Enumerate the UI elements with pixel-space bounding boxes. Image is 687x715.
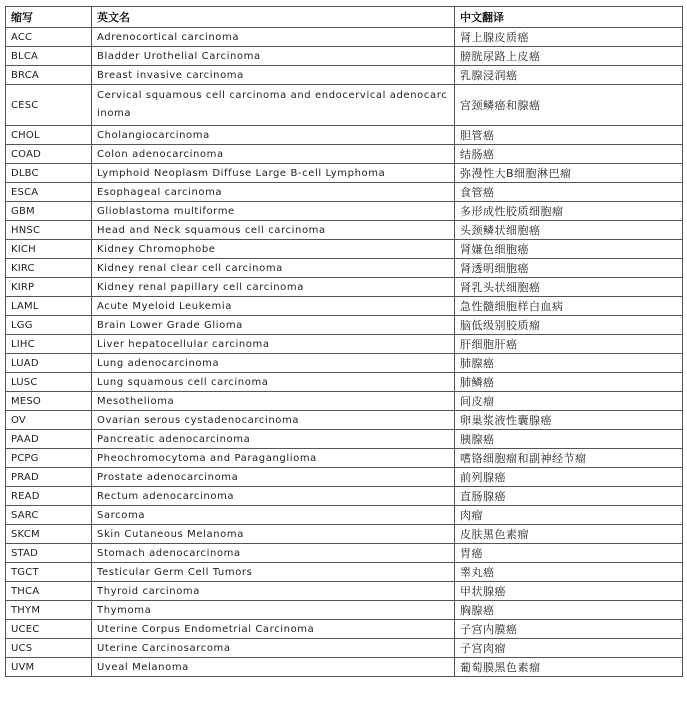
- cancer-abbreviation-cell: PCPG: [6, 449, 92, 468]
- table-row: [6, 278, 683, 297]
- chinese-translation-cell: 脑低级别胶质瘤: [455, 316, 683, 335]
- table-row: [6, 411, 683, 430]
- chinese-translation-cell: 肾透明细胞癌: [455, 259, 683, 278]
- chinese-translation-cell: 多形成性胶质细胞瘤: [455, 202, 683, 221]
- cancer-abbreviation-cell: COAD: [6, 145, 92, 164]
- table-row: [6, 183, 683, 202]
- chinese-translation-cell: 子宫肉瘤: [455, 639, 683, 658]
- english-name-cell: Rectum adenocarcinoma: [92, 487, 455, 506]
- english-name-cell: Kidney renal papillary cell carcinoma: [92, 278, 455, 297]
- english-name-cell: Thymoma: [92, 601, 455, 620]
- cancer-abbreviation-cell: ACC: [6, 28, 92, 47]
- english-name-cell: Pheochromocytoma and Paraganglioma: [92, 449, 455, 468]
- cancer-abbreviation-cell: KICH: [6, 240, 92, 259]
- cancer-abbreviation-cell: BLCA: [6, 47, 92, 66]
- table-row: [6, 487, 683, 506]
- cancer-abbreviation-cell: CHOL: [6, 126, 92, 145]
- cancer-abbreviation-table: [5, 6, 683, 677]
- english-name-cell: Brain Lower Grade Glioma: [92, 316, 455, 335]
- cancer-abbreviation-cell: LGG: [6, 316, 92, 335]
- chinese-translation-cell: 乳腺浸润癌: [455, 66, 683, 85]
- table-row: [6, 449, 683, 468]
- cancer-abbreviation-cell: HNSC: [6, 221, 92, 240]
- english-name-cell: Pancreatic adenocarcinoma: [92, 430, 455, 449]
- chinese-translation-cell: 肺鳞癌: [455, 373, 683, 392]
- cancer-abbreviation-cell: CESC: [6, 85, 92, 126]
- english-name-cell: Sarcoma: [92, 506, 455, 525]
- table-row: [6, 259, 683, 278]
- cancer-abbreviation-cell: GBM: [6, 202, 92, 221]
- cancer-abbreviation-cell: THYM: [6, 601, 92, 620]
- chinese-translation-cell: 宫颈鳞癌和腺癌: [455, 85, 683, 126]
- table-row: [6, 601, 683, 620]
- cancer-abbreviation-cell: KIRC: [6, 259, 92, 278]
- chinese-translation-cell: 胃癌: [455, 544, 683, 563]
- english-name-cell: Esophageal carcinoma: [92, 183, 455, 202]
- table-row: [6, 202, 683, 221]
- chinese-translation-cell: 子宫内膜癌: [455, 620, 683, 639]
- english-name-cell: Lung squamous cell carcinoma: [92, 373, 455, 392]
- english-name-cell: Kidney Chromophobe: [92, 240, 455, 259]
- chinese-translation-cell: 胆管癌: [455, 126, 683, 145]
- chinese-translation-cell: 膀胱尿路上皮癌: [455, 47, 683, 66]
- header-abbreviation: 缩写: [6, 7, 92, 28]
- cancer-abbreviation-cell: LUSC: [6, 373, 92, 392]
- header-chinese-translation: 中文翻译: [455, 7, 683, 28]
- english-name-cell: Skin Cutaneous Melanoma: [92, 525, 455, 544]
- chinese-translation-cell: 卵巢浆液性囊腺癌: [455, 411, 683, 430]
- table-row: [6, 544, 683, 563]
- cancer-abbreviation-cell: KIRP: [6, 278, 92, 297]
- english-name-cell: Uterine Carcinosarcoma: [92, 639, 455, 658]
- english-name-cell: Colon adenocarcinoma: [92, 145, 455, 164]
- chinese-translation-cell: 肺腺癌: [455, 354, 683, 373]
- table-row: [6, 620, 683, 639]
- english-name-cell: Glioblastoma multiforme: [92, 202, 455, 221]
- table-body: [6, 28, 683, 677]
- english-name-cell: Liver hepatocellular carcinoma: [92, 335, 455, 354]
- english-name-cell: Adrenocortical carcinoma: [92, 28, 455, 47]
- cancer-abbreviation-cell: STAD: [6, 544, 92, 563]
- chinese-translation-cell: 胰腺癌: [455, 430, 683, 449]
- table-row: [6, 240, 683, 259]
- cancer-abbreviation-cell: UCEC: [6, 620, 92, 639]
- cancer-abbreviation-cell: ESCA: [6, 183, 92, 202]
- chinese-translation-cell: 睾丸癌: [455, 563, 683, 582]
- table-row: [6, 430, 683, 449]
- chinese-translation-cell: 肝细胞肝癌: [455, 335, 683, 354]
- cancer-abbreviation-cell: SKCM: [6, 525, 92, 544]
- chinese-translation-cell: 肾乳头状细胞癌: [455, 278, 683, 297]
- table-row: [6, 316, 683, 335]
- cancer-abbreviation-cell: THCA: [6, 582, 92, 601]
- cancer-abbreviation-cell: PRAD: [6, 468, 92, 487]
- table-row: [6, 335, 683, 354]
- table-row: [6, 354, 683, 373]
- chinese-translation-cell: 胸腺癌: [455, 601, 683, 620]
- table-row: [6, 47, 683, 66]
- table-row: [6, 126, 683, 145]
- chinese-translation-cell: 肾嫌色细胞癌: [455, 240, 683, 259]
- table-row: [6, 639, 683, 658]
- english-name-cell: Lymphoid Neoplasm Diffuse Large B-cell Lymphoma: [92, 164, 455, 183]
- header-row: [6, 7, 683, 28]
- cancer-abbreviation-cell: UVM: [6, 658, 92, 677]
- english-name-cell: Uveal Melanoma: [92, 658, 455, 677]
- cancer-abbreviation-cell: LIHC: [6, 335, 92, 354]
- english-name-cell: Acute Myeloid Leukemia: [92, 297, 455, 316]
- english-name-cell: Bladder Urothelial Carcinoma: [92, 47, 455, 66]
- chinese-translation-cell: 头颈鳞状细胞癌: [455, 221, 683, 240]
- cancer-abbreviation-cell: PAAD: [6, 430, 92, 449]
- table-row: [6, 658, 683, 677]
- chinese-translation-cell: 结肠癌: [455, 145, 683, 164]
- table-row: [6, 221, 683, 240]
- table-row: [6, 392, 683, 411]
- table-row: [6, 373, 683, 392]
- table-row: [6, 582, 683, 601]
- english-name-cell: Ovarian serous cystadenocarcinoma: [92, 411, 455, 430]
- cancer-abbreviation-cell: READ: [6, 487, 92, 506]
- table-row: [6, 85, 683, 126]
- english-name-cell: Prostate adenocarcinoma: [92, 468, 455, 487]
- cancer-abbreviation-cell: LAML: [6, 297, 92, 316]
- table-row: [6, 506, 683, 525]
- table-row: [6, 563, 683, 582]
- english-name-cell: Kidney renal clear cell carcinoma: [92, 259, 455, 278]
- english-name-cell: Cervical squamous cell carcinoma and endocervical adenocarcinoma: [92, 85, 455, 126]
- chinese-translation-cell: 间皮瘤: [455, 392, 683, 411]
- english-name-cell: Cholangiocarcinoma: [92, 126, 455, 145]
- english-name-cell: Stomach adenocarcinoma: [92, 544, 455, 563]
- table-row: [6, 66, 683, 85]
- chinese-translation-cell: 食管癌: [455, 183, 683, 202]
- table-header: [6, 7, 683, 28]
- table-row: [6, 468, 683, 487]
- chinese-translation-cell: 弥漫性大B细胞淋巴瘤: [455, 164, 683, 183]
- english-name-cell: Testicular Germ Cell Tumors: [92, 563, 455, 582]
- cancer-abbreviation-cell: DLBC: [6, 164, 92, 183]
- english-name-cell: Uterine Corpus Endometrial Carcinoma: [92, 620, 455, 639]
- chinese-translation-cell: 直肠腺癌: [455, 487, 683, 506]
- cancer-abbreviation-cell: TGCT: [6, 563, 92, 582]
- cancer-abbreviation-cell: BRCA: [6, 66, 92, 85]
- chinese-translation-cell: 皮肤黑色素瘤: [455, 525, 683, 544]
- chinese-translation-cell: 急性髓细胞样白血病: [455, 297, 683, 316]
- chinese-translation-cell: 葡萄膜黑色素瘤: [455, 658, 683, 677]
- cancer-abbreviation-cell: MESO: [6, 392, 92, 411]
- chinese-translation-cell: 肾上腺皮质癌: [455, 28, 683, 47]
- cancer-abbreviation-cell: SARC: [6, 506, 92, 525]
- chinese-translation-cell: 前列腺癌: [455, 468, 683, 487]
- cancer-abbreviation-cell: UCS: [6, 639, 92, 658]
- table-row: [6, 297, 683, 316]
- english-name-cell: Thyroid carcinoma: [92, 582, 455, 601]
- chinese-translation-cell: 嗜铬细胞瘤和副神经节瘤: [455, 449, 683, 468]
- chinese-translation-cell: 甲状腺癌: [455, 582, 683, 601]
- cancer-abbreviation-cell: OV: [6, 411, 92, 430]
- table-row: [6, 164, 683, 183]
- english-name-cell: Mesothelioma: [92, 392, 455, 411]
- cancer-abbreviation-cell: LUAD: [6, 354, 92, 373]
- header-english-name: 英文名: [92, 7, 455, 28]
- chinese-translation-cell: 肉瘤: [455, 506, 683, 525]
- table-row: [6, 525, 683, 544]
- english-name-cell: Lung adenocarcinoma: [92, 354, 455, 373]
- english-name-cell: Head and Neck squamous cell carcinoma: [92, 221, 455, 240]
- table-row: [6, 145, 683, 164]
- english-name-cell: Breast invasive carcinoma: [92, 66, 455, 85]
- table-row: [6, 28, 683, 47]
